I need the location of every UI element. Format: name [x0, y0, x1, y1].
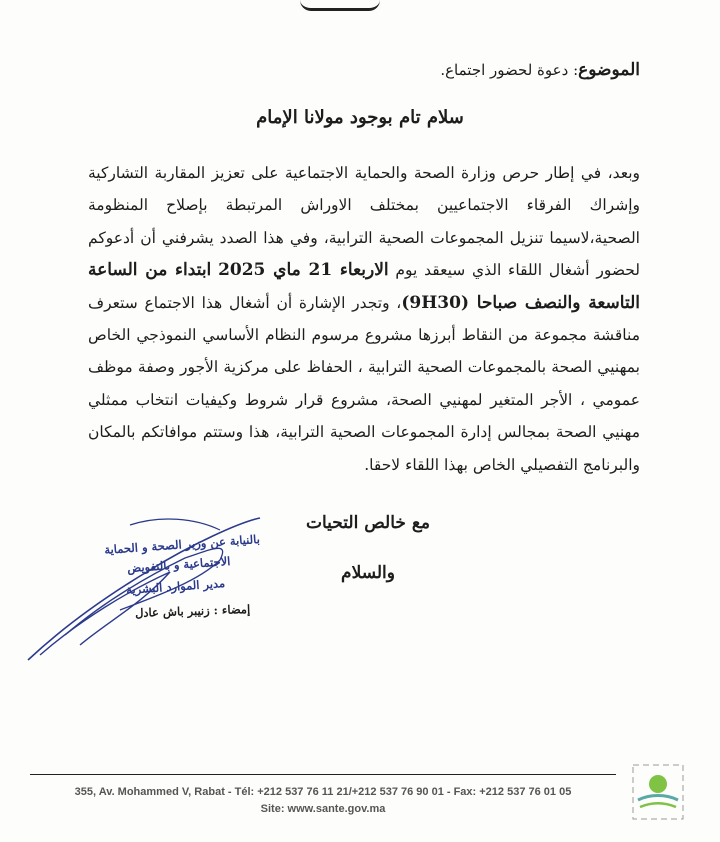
letter-subject	[440, 60, 640, 80]
footer-site: Site: www.sante.gov.ma	[260, 803, 386, 815]
footer-rule	[30, 774, 616, 775]
subject-text: : دعوة لحضور اجتماع.	[440, 61, 579, 79]
meeting-date: الاربعاء 21 ماي 2025	[218, 260, 389, 281]
page-top-edge	[300, 0, 380, 11]
subject-label: الموضوع	[578, 60, 640, 80]
body-paragraph-1: وبعد، في إطار حرص وزارة الصحة والحماية الاجتماعية على تعزيز المقاربة التشاركية وإشراك الفرقاء الاجتماعيين بمختلف الاوراش المرتبطة بإصلاح المنظومة الصحية،لاسيما تنزيل المجموعات الصحية الترابية، وفي هذا الصدد يشرفني أن أدعوكم لحضور أشغال اللقاء الذي سيعقد يوم	[88, 164, 641, 280]
body-paragraph-2: ، وتجدر الإشارة أن أشغال هذا الاجتماع ستعرف مناقشة مجموعة من النقاط أبرزها مشروع مرسوم النظام الأساسي النموذجي الخاص بمهنيي الصحة بالمجموعات الصحية الترابية ، الحفاظ على مركزية الأجور وصفة موظف عمومي ، الأجر المتغير لمهنيي الصحة، مشروع قرار شروط وكيفيات انتخاب ممثلي مهنيي الصحة بمجالس إدارة المجموعات الصحية الترابية، هذا وستتم موافاتكم بالمكان والبرنامج التفصيلي الخاص بهذا اللقاء لاحقا.	[88, 293, 640, 474]
official-stamp	[20, 510, 270, 670]
greeting: سلام تام بوجود مولانا الإمام	[256, 107, 464, 128]
stamp-line-2: الاجتماعية و بالتفويض	[126, 554, 231, 576]
closing-regards: مع خالص التحيات	[305, 513, 430, 533]
stamp-line-4: إمضاء : زنيبر باش عادل	[134, 602, 251, 621]
footer-address: 355, Av. Mohammed V, Rabat - Tél: +212 537 76 11 21/+212 537 76 90 01 - Fax: +212 537 76 01 05	[74, 786, 572, 798]
meeting-time: ابتداء من الساعة التاسعة والنصف صباحا (9H30)	[88, 260, 640, 313]
closing-salam: والسلام	[341, 563, 395, 583]
letter-body	[88, 157, 640, 481]
stamp-line-1: بالنيابة عن وزير الصحة و الحماية	[104, 532, 261, 557]
ministry-logo	[630, 762, 686, 822]
signature-scribble	[20, 510, 270, 670]
stamp-line-3: مدير الموارد البشرية	[125, 576, 226, 597]
